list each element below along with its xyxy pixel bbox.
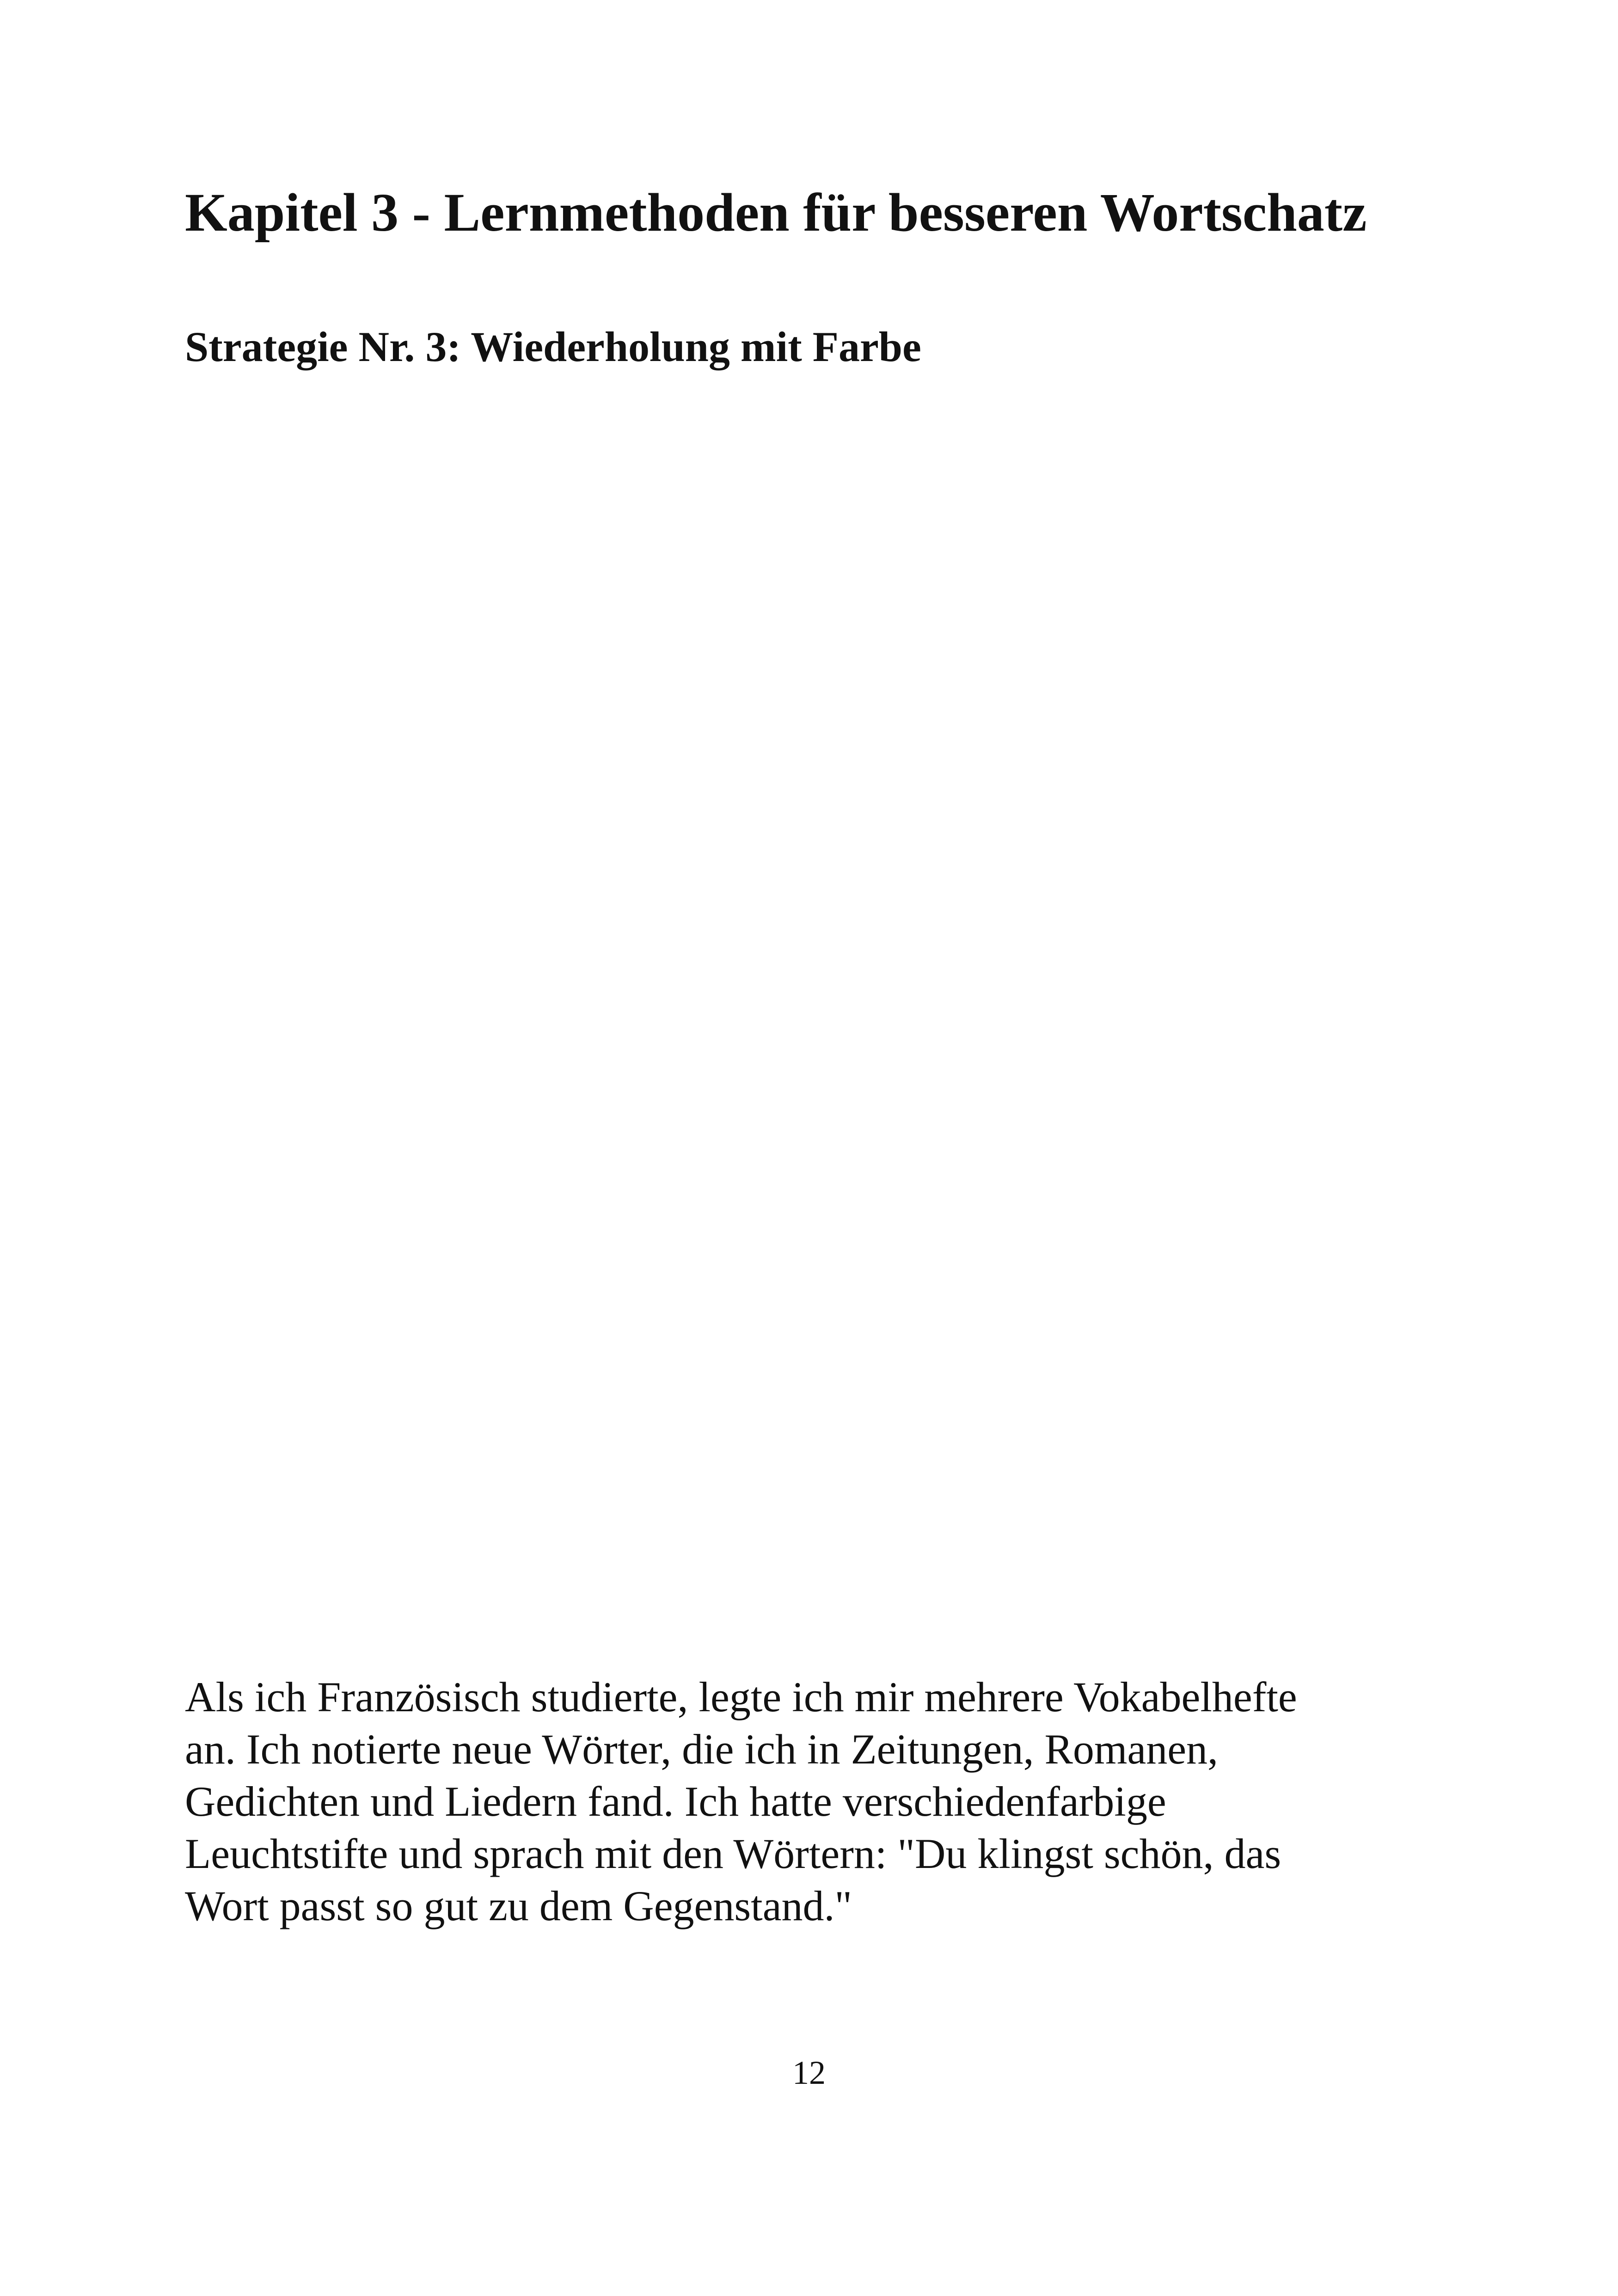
- paragraph-line-4: Leuchtstifte und sprach mit den Wörtern: "Du klingst schön, das: [185, 1830, 1281, 1877]
- section-title: Strategie Nr. 3: Wiederholung mit Farbe: [185, 323, 921, 370]
- paragraph-line-1: Als ich Französisch studierte, legte ich mir mehrere Vokabelhefte: [185, 1673, 1297, 1720]
- paragraph-line-5: Wort passt so gut zu dem Gegenstand.": [185, 1882, 852, 1929]
- paragraph-line-3: Gedichten und Liedern fand. Ich hatte verschiedenfarbige: [185, 1778, 1166, 1825]
- page-number: 12: [792, 2054, 826, 2091]
- chapter-title: Kapitel 3 - Lernmethoden für besseren Wortschatz: [185, 182, 1367, 243]
- body-paragraph: [185, 1671, 1456, 1932]
- paragraph-line-2: an. Ich notierte neue Wörter, die ich in Zeitungen, Romanen,: [185, 1726, 1219, 1773]
